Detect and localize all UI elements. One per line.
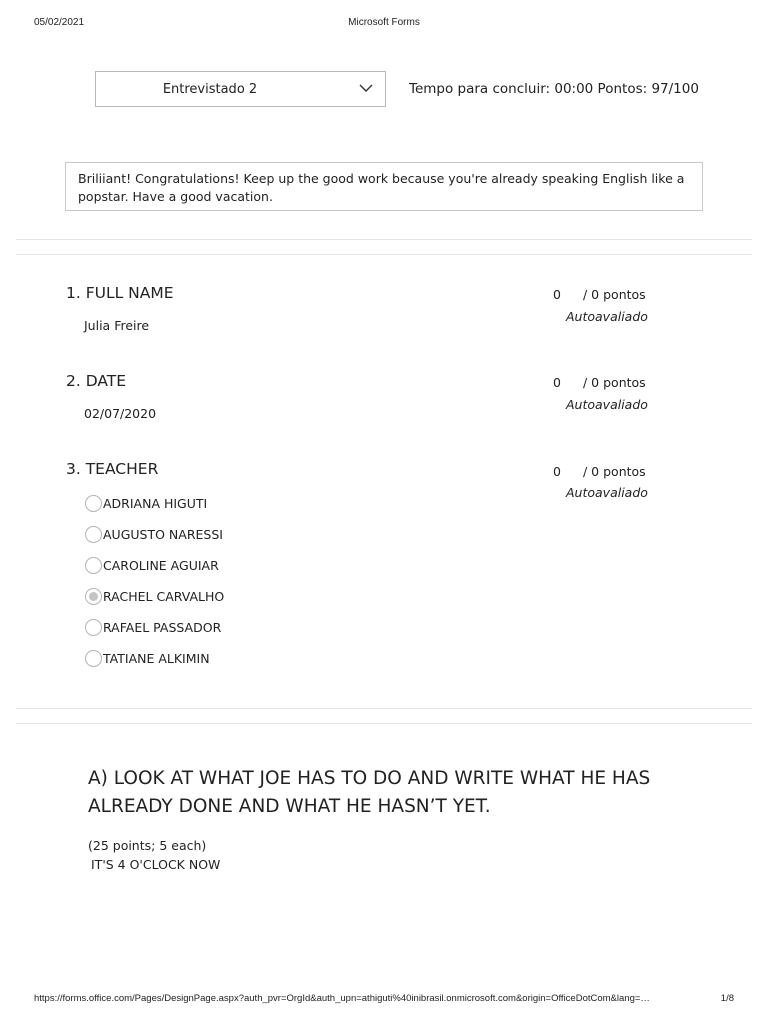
question-3-score [553,464,646,479]
teacher-option-rafael-passador[interactable] [85,618,221,636]
option-label: CAROLINE AGUIAR [103,557,219,573]
teacher-option-augusto-naressi[interactable] [85,525,223,543]
radio-button-selected[interactable] [85,588,102,605]
question-1-score [553,287,646,302]
feedback-box [65,162,703,211]
option-label: TATIANE ALKIMIN [103,650,210,666]
print-title: Microsoft Forms [348,17,420,28]
score-max: / 0 pontos [583,287,646,302]
question-2-title: 2. DATE [66,372,127,390]
question-1-title: 1. FULL NAME [66,284,174,302]
print-date: 05/02/2021 [34,17,85,28]
respondent-dropdown[interactable] [95,71,386,107]
respondent-selected-value: Entrevistado 2 [162,82,258,97]
divider [16,254,752,255]
section-title: A) LOOK AT WHAT JOE HAS TO DO AND WRITE WHAT HE HAS ALREADY DONE AND WHAT HE HASN’T YET. [88,768,651,817]
radio-button[interactable] [85,650,102,667]
score-max: / 0 pontos [583,464,646,479]
chevron-down-icon [359,81,373,95]
question-2-grading: Autoavaliado [566,397,648,412]
teacher-option-rachel-carvalho[interactable] [85,587,224,605]
print-page-number: 1/8 [720,993,734,1004]
radio-button[interactable] [85,526,102,543]
radio-button[interactable] [85,619,102,636]
question-3-title: 3. TEACHER [66,460,159,478]
question-3-grading: Autoavaliado [566,485,648,500]
score-max: / 0 pontos [583,375,646,390]
teacher-option-caroline-aguiar[interactable] [85,556,219,574]
score-value: 0 [553,375,561,390]
score-value: 0 [553,464,561,479]
question-1-answer: Julia Freire [84,318,150,333]
section-notes [88,836,220,874]
radio-button[interactable] [85,495,102,512]
option-label: RAFAEL PASSADOR [103,619,222,635]
points-note: (25 points; 5 each) [88,838,207,853]
option-label: ADRIANA HIGUTI [103,495,208,511]
option-label: AUGUSTO NARESSI [103,526,223,542]
radio-button[interactable] [85,557,102,574]
option-label: RACHEL CARVALHO [103,588,225,604]
feedback-text: Briliiant! Congratulations! Keep up the good work because you're already speaking English like a popstar. Have a good vacation. [78,171,685,204]
question-2-answer: 02/07/2020 [84,406,157,421]
divider [16,239,752,240]
question-1-grading: Autoavaliado [566,309,648,324]
time-note: IT'S 4 O'CLOCK NOW [91,857,221,872]
completion-summary: Tempo para concluir: 00:00 Pontos: 97/100 [409,81,699,97]
divider [16,708,752,709]
divider [16,723,752,724]
question-2-score [553,375,646,390]
score-value: 0 [553,287,561,302]
teacher-option-tatiane-alkimin[interactable] [85,649,210,667]
print-footer-url: https://forms.office.com/Pages/DesignPage.aspx?auth_pvr=OrgId&auth_upn=athiguti%40inibrasil.onmicrosoft.com&origin=OfficeDotCom&lang=… [34,993,650,1004]
teacher-option-adriana-higuti[interactable] [85,494,207,512]
